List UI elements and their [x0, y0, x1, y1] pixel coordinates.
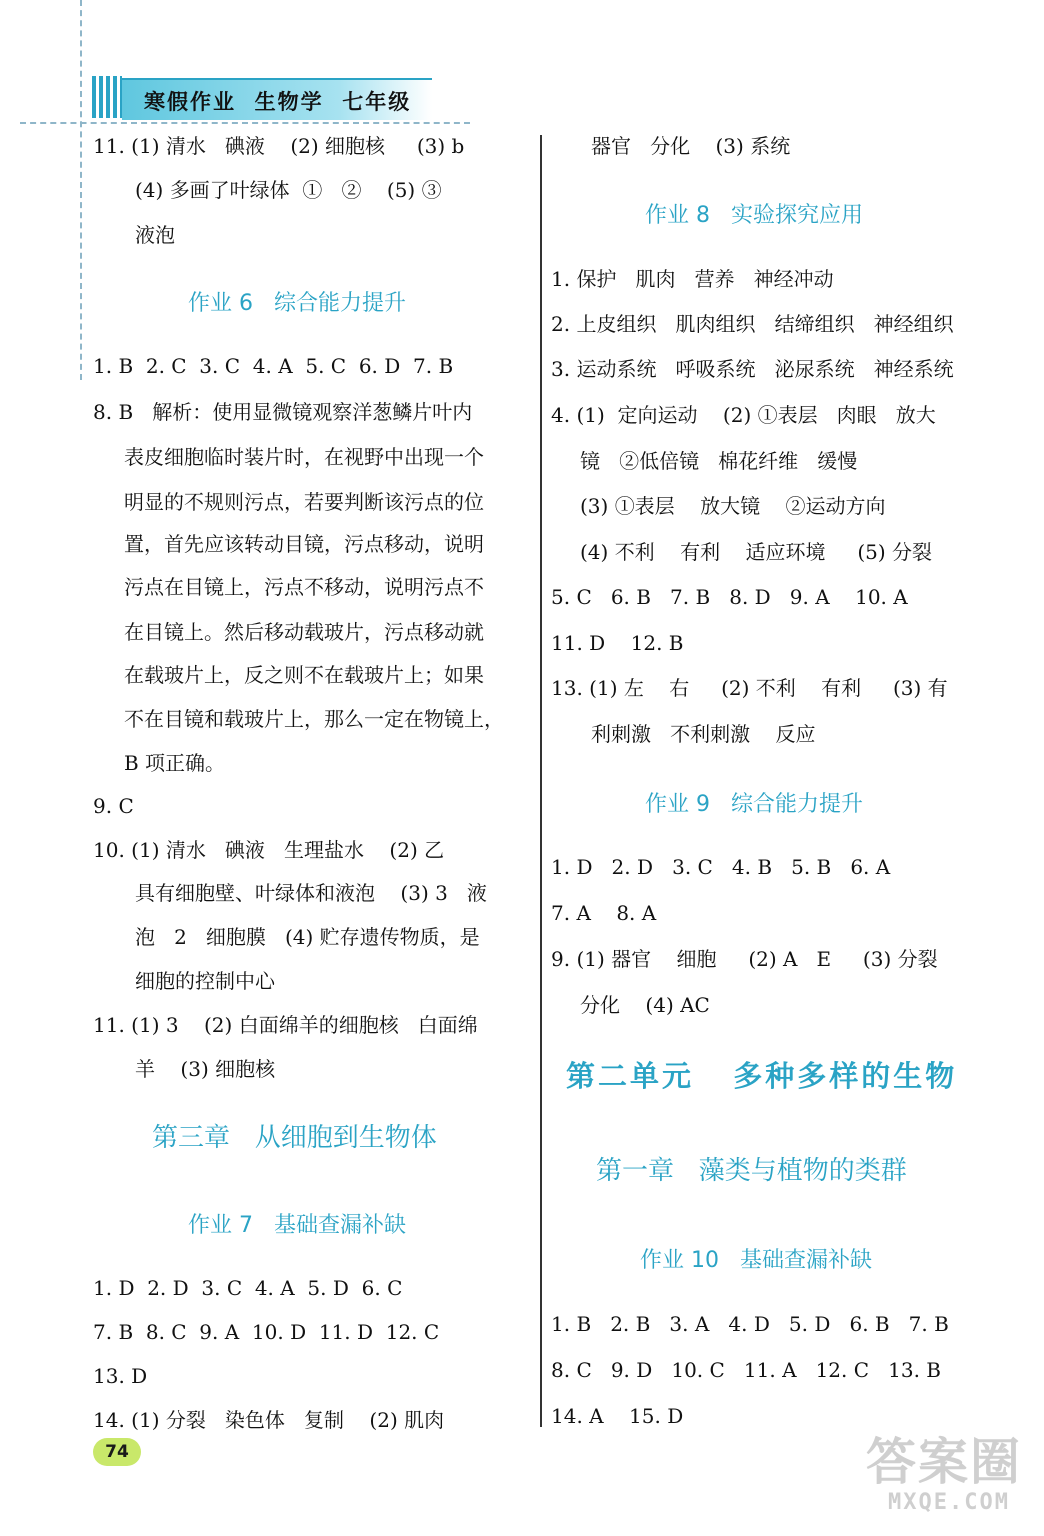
column-separator [540, 135, 542, 1427]
answer-line: 1. 保护 肌肉 营养 神经冲动 [551, 267, 834, 291]
answer-line: 明显的不规则污点，若要判断该污点的位 [124, 490, 484, 514]
answer-line: 9. (1) 器官 细胞 (2) A E (3) 分裂 [551, 947, 938, 971]
answer-line: 置，首先应该转动目镜，污点移动，说明 [124, 532, 484, 556]
chapter-title: 第一章 藻类与植物的类群 [596, 1156, 907, 1186]
answer-line: 细胞的控制中心 [135, 969, 275, 993]
section-heading: 作业 10 基础查漏补缺 [640, 1248, 872, 1273]
answer-line: 1. D 2. D 3. C 4. B 5. B 6. A [551, 855, 891, 879]
answer-line: 分化 (4) AC [580, 993, 710, 1017]
answer-line: 5. C 6. B 7. B 8. D 9. A 10. A [551, 585, 908, 609]
margin-dashed-line [80, 0, 82, 380]
page-number: 74 [93, 1438, 141, 1466]
answer-line: 11. (1) 清水 碘液 (2) 细胞核 (3) b [93, 134, 465, 158]
answer-line: 4. (1) 定向运动 (2) ①表层 肉眼 放大 [551, 403, 936, 427]
answer-line: 7. A 8. A [551, 901, 657, 925]
answer-line: 10. (1) 清水 碘液 生理盐水 (2) 乙 [93, 838, 445, 862]
answer-line: (4) 多画了叶绿体 ① ② (5) ③ [135, 178, 442, 202]
answer-line: 器官 分化 (3) 系统 [591, 134, 791, 158]
answer-line: B 项正确。 [124, 751, 226, 775]
answer-line: 在载玻片上，反之则不在载玻片上；如果 [124, 663, 484, 687]
answer-line: 污点在目镜上，污点不移动，说明污点不 [124, 575, 484, 599]
section-heading: 作业 7 基础查漏补缺 [188, 1213, 406, 1238]
answer-line: 7. B 8. C 9. A 10. D 11. D 12. C [93, 1320, 440, 1344]
answer-line: 13. D [93, 1364, 148, 1388]
answer-line: 泡 2 细胞膜 (4) 贮存遗传物质，是 [135, 925, 480, 949]
answer-line: 2. 上皮组织 肌肉组织 结缔组织 神经组织 [551, 312, 954, 336]
answer-line: 8. B 解析：使用显微镜观察洋葱鳞片叶内 [93, 400, 473, 424]
answer-line: 9. C [93, 794, 134, 818]
answer-line: 羊 (3) 细胞核 [135, 1057, 276, 1081]
chapter-title: 第三章 从细胞到生物体 [152, 1123, 437, 1153]
answer-line: 14. (1) 分裂 染色体 复制 (2) 肌肉 [93, 1408, 445, 1432]
answer-line: 利刺激 不利刺激 反应 [591, 722, 816, 746]
answer-line: (4) 不利 有利 适应环境 (5) 分裂 [580, 540, 933, 564]
answer-line: 8. C 9. D 10. C 11. A 12. C 13. B [551, 1358, 941, 1382]
answer-line: 14. A 15. D [551, 1404, 684, 1428]
answer-line: 11. D 12. B [551, 631, 684, 655]
answer-line: 具有细胞壁、叶绿体和液泡 (3) 3 液 [135, 881, 487, 905]
header-dashed-line [20, 122, 470, 124]
answer-line: 3. 运动系统 呼吸系统 泌尿系统 神经系统 [551, 357, 954, 381]
watermark-site: MXQE.COM [888, 1490, 1010, 1515]
answer-line: 表皮细胞临时装片时，在视野中出现一个 [124, 445, 484, 469]
answer-line: 在目镜上。然后移动载玻片，污点移动就 [124, 620, 484, 644]
answer-line: (3) ①表层 放大镜 ②运动方向 [580, 494, 886, 518]
watermark-logo [848, 1420, 1028, 1528]
answer-line: 1. D 2. D 3. C 4. A 5. D 6. C [93, 1276, 403, 1300]
answer-line: 液泡 [135, 223, 175, 247]
header-banner [122, 78, 432, 120]
header-title: 寒假作业 生物学 七年级 [144, 90, 412, 114]
section-heading: 作业 6 综合能力提升 [188, 291, 406, 316]
section-heading: 作业 8 实验探究应用 [645, 203, 863, 228]
answer-line: 1. B 2. C 3. C 4. A 5. C 6. D 7. B [93, 354, 454, 378]
answer-line: 镜 ②低倍镜 棉花纤维 缓慢 [580, 449, 858, 473]
header-stripes [92, 76, 122, 118]
answer-line: 1. B 2. B 3. A 4. D 5. D 6. B 7. B [551, 1312, 949, 1336]
answer-line: 不在目镜和载玻片上，那么一定在物镜上， [124, 707, 504, 731]
section-heading: 作业 9 综合能力提升 [645, 792, 863, 817]
unit-title: 第二单元 多种多样的生物 [566, 1059, 958, 1093]
watermark-text: 答案圈 [866, 1433, 1022, 1491]
answer-line: 11. (1) 3 (2) 白面绵羊的细胞核 白面绵 [93, 1013, 478, 1037]
answer-line: 13. (1) 左 右 (2) 不利 有利 (3) 有 [551, 676, 948, 700]
